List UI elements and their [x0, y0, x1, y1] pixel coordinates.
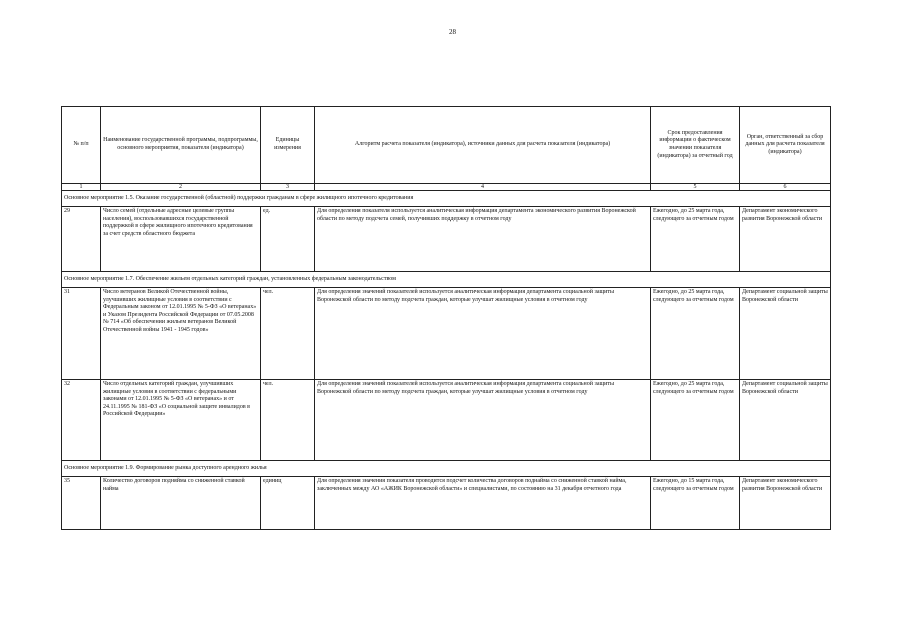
indicator-responsible: Департамент социальной защиты Воронежской области — [740, 380, 831, 461]
indicators-table — [61, 106, 831, 530]
table-row — [62, 207, 831, 272]
indicator-unit: чел. — [261, 288, 315, 380]
indicator-name: Число ветеранов Великой Отечественной войны, улучшивших жилищные условия в соответствии с Федеральным законом от 12.01.1995 № 5-ФЗ «О ветеранах» и Указом Президента Российской Федерации от 07.05.2008 № 714 «Об обеспечении жильем ветеранов Великой Отечественной войны 1941 - 1945 годов» — [101, 288, 261, 380]
column-number: 2 — [101, 184, 261, 191]
indicator-algorithm: Для определения показателя используется аналитическая информация департамента экономического развития Воронежской области по методу подсчета семей, получивших поддержку в отчетном году — [315, 207, 651, 272]
section-row — [62, 461, 831, 477]
header-responsible: Орган, ответственный за сбор данных для расчета показателя (индикатора) — [740, 107, 831, 184]
column-number: 3 — [261, 184, 315, 191]
indicator-algorithm: Для определения значения показателя проводится подсчет количества договоров поднайма со сниженной ставкой найма, заключенных между АО «АЖИК Воронежской области» и специалистами, по состоянию на 31 декабря отчетного года — [315, 477, 651, 530]
indicator-algorithm: Для определения значений показателей используется аналитическая информация департамента социальной защиты Воронежской области по методу подсчета граждан, которые улучшат жилищные условия в отчетном году — [315, 380, 651, 461]
column-number: 6 — [740, 184, 831, 191]
column-number: 4 — [315, 184, 651, 191]
table-header-row — [62, 107, 831, 184]
indicator-deadline: Ежегодно, до 15 марта года, следующего за отчетным годом — [651, 477, 740, 530]
column-number: 1 — [62, 184, 101, 191]
header-unit: Единицы измерения — [261, 107, 315, 184]
indicator-responsible: Департамент экономического развития Воронежской области — [740, 207, 831, 272]
indicator-unit: ед. — [261, 207, 315, 272]
indicator-deadline: Ежегодно, до 25 марта года, следующего за отчетным годом — [651, 380, 740, 461]
table-row — [62, 288, 831, 380]
indicator-name: Число отдельных категорий граждан, улучшивших жилищные условия в соответствии с федеральными законами от 12.01.1995 № 5-ФЗ «О ветеранах» и от 24.11.1995 № 181-ФЗ «О социальной защите инвалидов в Российской Федерации» — [101, 380, 261, 461]
header-name: Наименование государственной программы, подпрограммы, основного мероприятия, показателя (индикатора) — [101, 107, 261, 184]
indicator-responsible: Департамент социальной защиты Воронежской области — [740, 288, 831, 380]
indicator-name: Число семей (отдельные адресные целевые группы населения), воспользовавшихся государственной поддержкой в сфере жилищного ипотечного кредитования за счет средств областного бюджета — [101, 207, 261, 272]
indicator-name: Количество договоров подняйма со сниженной ставкой найма — [101, 477, 261, 530]
table-row — [62, 477, 831, 530]
table-row — [62, 380, 831, 461]
indicator-responsible: Департамент экономического развития Воронежской области — [740, 477, 831, 530]
indicator-deadline: Ежегодно, до 25 марта года, следующего за отчетным годом — [651, 288, 740, 380]
indicator-unit: чел. — [261, 380, 315, 461]
column-number-row — [62, 184, 831, 191]
indicator-algorithm: Для определения значений показателей используется аналитическая информация департамента социальной защиты Воронежской области по методу подсчета граждан, которые улучшат жилищные условия в отчетном году — [315, 288, 651, 380]
indicator-unit: единиц — [261, 477, 315, 530]
section-title: Основное мероприятие 1.7. Обеспечение жильем отдельных категорий граждан, установленных федеральным законодательством — [62, 272, 831, 288]
column-number: 5 — [651, 184, 740, 191]
header-algorithm: Алгоритм расчета показателя (индикатора), источники данных для расчета показателя (индикатора) — [315, 107, 651, 184]
row-number: 32 — [62, 380, 101, 461]
row-number: 35 — [62, 477, 101, 530]
page-number: 28 — [449, 28, 456, 36]
section-row — [62, 191, 831, 207]
section-row — [62, 272, 831, 288]
row-number: 29 — [62, 207, 101, 272]
row-number: 31 — [62, 288, 101, 380]
section-title: Основное мероприятие 1.5. Оказание государственной (областной) поддержки гражданам в сфере жилищного ипотечного кредитования — [62, 191, 831, 207]
section-title: Основное мероприятие 1.9. Формирование рынка доступного арендного жилья — [62, 461, 831, 477]
header-number: № п/п — [62, 107, 101, 184]
header-deadline: Срок предоставления информации о фактическом значении показателя (индикатора) за отчетный год — [651, 107, 740, 184]
indicator-deadline: Ежегодно, до 25 марта года, следующего за отчетным годом — [651, 207, 740, 272]
